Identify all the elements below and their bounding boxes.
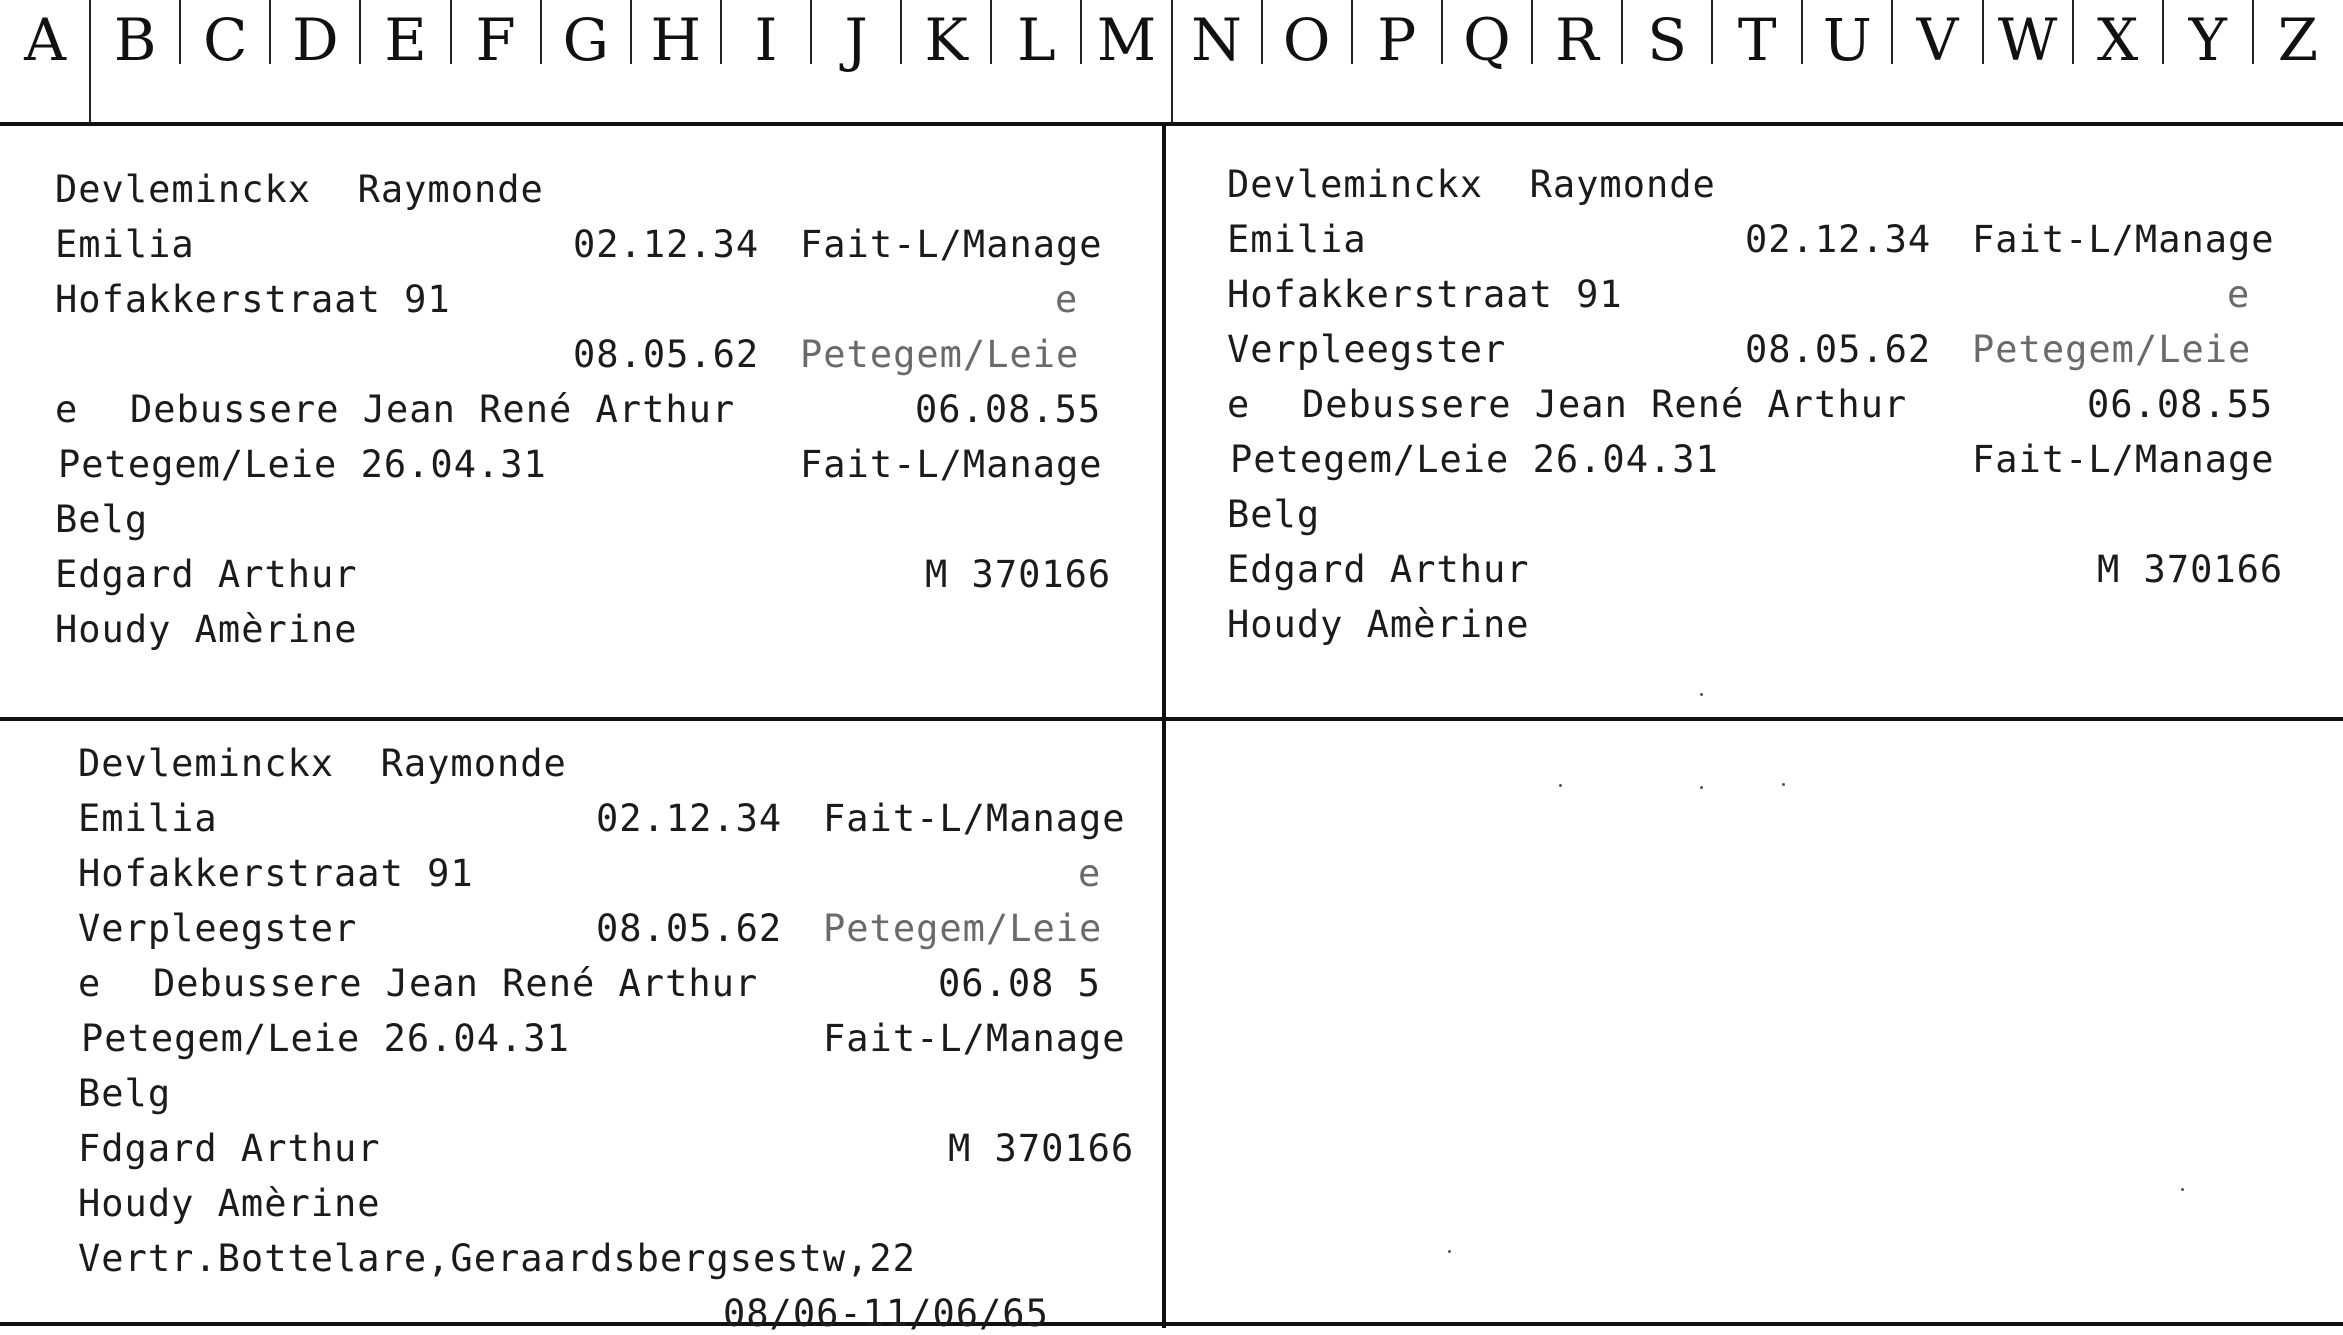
scan-speck — [1700, 693, 1703, 696]
card-birth-date: 02.12.34 — [1745, 218, 1932, 261]
card-note-2: 08/06-11/06/65 — [723, 1292, 1049, 1335]
index-tab-separator — [1891, 0, 1893, 64]
card-place-2: Petegem/Leie — [823, 907, 1103, 950]
index-tab-k: K — [924, 6, 968, 74]
card-address: Hofakkerstraat 91 — [55, 278, 451, 321]
scan-speck — [1448, 1250, 1451, 1253]
index-tab-separator — [1171, 0, 1173, 122]
index-tab-separator — [89, 0, 91, 122]
index-tab-separator — [1711, 0, 1713, 64]
card-spouse-birth: Petegem/Leie 26.04.31 — [81, 1017, 570, 1060]
card-row-divider — [0, 717, 2343, 721]
card-place-3: Fait-L/Manage — [823, 1017, 1126, 1060]
card-column-divider — [1162, 126, 1166, 1328]
card-nationality: Belg — [55, 498, 149, 541]
index-tab-t: T — [1737, 6, 1777, 74]
index-tab-separator — [1351, 0, 1353, 64]
card-first-name: Emilia — [1227, 218, 1367, 261]
index-tab-separator — [900, 0, 902, 64]
index-tab-a: A — [24, 6, 66, 74]
card-date-3: 06.08.55 — [2087, 383, 2274, 426]
index-tab-separator — [2072, 0, 2074, 64]
alphabet-index-bar — [0, 0, 2343, 122]
index-tab-separator — [359, 0, 361, 64]
card-date-2: 08.05.62 — [596, 907, 783, 950]
scan-speck — [1559, 784, 1562, 787]
index-tab-q: Q — [1463, 6, 1511, 74]
card-place-3: Fait-L/Manage — [800, 443, 1103, 486]
card-address: Hofakkerstraat 91 — [78, 852, 474, 895]
index-tab-d: D — [292, 6, 339, 74]
card-profession: Verpleegster — [78, 907, 358, 950]
card-birth-place: Fait-L/Manage — [823, 797, 1126, 840]
index-tab-r: R — [1555, 6, 1599, 74]
card-marital-mark: e — [1055, 278, 1079, 321]
card-place-3: Fait-L/Manage — [1972, 438, 2275, 481]
index-tab-separator — [1441, 0, 1443, 64]
index-tab-m: M — [1096, 6, 1157, 74]
card-first-name: Emilia — [78, 797, 218, 840]
index-tab-separator — [720, 0, 722, 64]
card-marital-mark: e — [1078, 852, 1102, 895]
index-tab-separator — [810, 0, 812, 64]
card-birth-place: Fait-L/Manage — [800, 223, 1103, 266]
card-date-3: 06.08 5 — [938, 962, 1101, 1005]
card-father: Edgard Arthur — [55, 553, 358, 596]
card-spouse-prefix: e — [78, 962, 102, 1005]
card-reg-number: M 370166 — [925, 553, 1112, 596]
index-tab-n: N — [1191, 6, 1242, 74]
index-tab-separator — [269, 0, 271, 64]
card-mother: Houdy Amèrine — [78, 1182, 381, 1225]
card-spouse-prefix: e — [1227, 383, 1251, 426]
scan-speck — [1700, 786, 1703, 789]
index-tab-g: G — [562, 6, 609, 74]
index-tab-separator — [540, 0, 542, 64]
card-profession: Verpleegster — [1227, 328, 1507, 371]
index-tab-x: X — [2097, 6, 2139, 74]
card-nationality: Belg — [1227, 493, 1321, 536]
card-date-2: 08.05.62 — [1745, 328, 1932, 371]
index-tab-p: P — [1377, 6, 1417, 74]
card-mother: Houdy Amèrine — [55, 608, 358, 651]
card-father: Edgard Arthur — [1227, 548, 1530, 591]
index-tab-h: H — [650, 6, 702, 74]
index-tab-e: E — [384, 6, 427, 74]
page-bottom-rule — [0, 1322, 2343, 1326]
index-tab-i: I — [754, 6, 778, 74]
index-tab-separator — [2162, 0, 2164, 64]
card-first-name: Emilia — [55, 223, 195, 266]
index-tab-y: Y — [2188, 6, 2227, 74]
card-address: Hofakkerstraat 91 — [1227, 273, 1623, 316]
card-birth-date: 02.12.34 — [596, 797, 783, 840]
index-tab-separator — [179, 0, 181, 64]
card-spouse-birth: Petegem/Leie 26.04.31 — [1230, 438, 1719, 481]
card-father: Fdgard Arthur — [78, 1127, 381, 1170]
card-birth-place: Fait-L/Manage — [1972, 218, 2275, 261]
index-tab-separator — [1982, 0, 1984, 64]
card-marital-mark: e — [2227, 273, 2251, 316]
index-tab-separator — [1531, 0, 1533, 64]
index-bar-bottom-rule — [0, 122, 2343, 126]
card-nationality: Belg — [78, 1072, 172, 1115]
index-tab-w: W — [1997, 6, 2058, 74]
index-tab-o: O — [1282, 6, 1331, 74]
index-tab-l: L — [1017, 6, 1056, 74]
index-tab-separator — [1080, 0, 1082, 64]
card-name-line: Devleminckx Raymonde — [78, 742, 567, 785]
card-name-line: Devleminckx Raymonde — [55, 168, 544, 211]
card-reg-number: M 370166 — [948, 1127, 1135, 1170]
index-tab-z: Z — [2277, 6, 2319, 74]
index-tab-separator — [1261, 0, 1263, 64]
card-spouse-name: Debussere Jean René Arthur — [153, 962, 759, 1005]
index-tab-b: B — [113, 6, 157, 74]
index-tab-v: V — [1916, 6, 1959, 74]
card-spouse-name: Debussere Jean René Arthur — [130, 388, 736, 431]
index-tab-separator — [1801, 0, 1803, 64]
index-tab-separator — [1621, 0, 1623, 64]
card-place-2: Petegem/Leie — [800, 333, 1080, 376]
scan-speck — [2181, 1188, 2184, 1191]
card-birth-date: 02.12.34 — [573, 223, 760, 266]
index-tab-f: F — [475, 6, 516, 74]
card-place-2: Petegem/Leie — [1972, 328, 2252, 371]
card-spouse-birth: Petegem/Leie 26.04.31 — [58, 443, 547, 486]
index-tab-c: C — [203, 6, 248, 74]
index-tab-separator — [630, 0, 632, 64]
card-mother: Houdy Amèrine — [1227, 603, 1530, 646]
card-spouse-prefix: e — [55, 388, 79, 431]
index-tab-separator — [990, 0, 992, 64]
index-tab-s: S — [1647, 6, 1687, 74]
card-date-3: 06.08.55 — [915, 388, 1102, 431]
scan-speck — [1782, 783, 1785, 786]
card-note-1: Vertr.Bottelare,Geraardsbergsestw,22 — [78, 1237, 916, 1280]
card-date-2: 08.05.62 — [573, 333, 760, 376]
index-tab-j: J — [844, 6, 868, 74]
card-spouse-name: Debussere Jean René Arthur — [1302, 383, 1908, 426]
index-tab-separator — [450, 0, 452, 64]
card-name-line: Devleminckx Raymonde — [1227, 163, 1716, 206]
index-tab-separator — [2252, 0, 2254, 64]
index-tab-u: U — [1822, 6, 1872, 74]
card-reg-number: M 370166 — [2097, 548, 2284, 591]
